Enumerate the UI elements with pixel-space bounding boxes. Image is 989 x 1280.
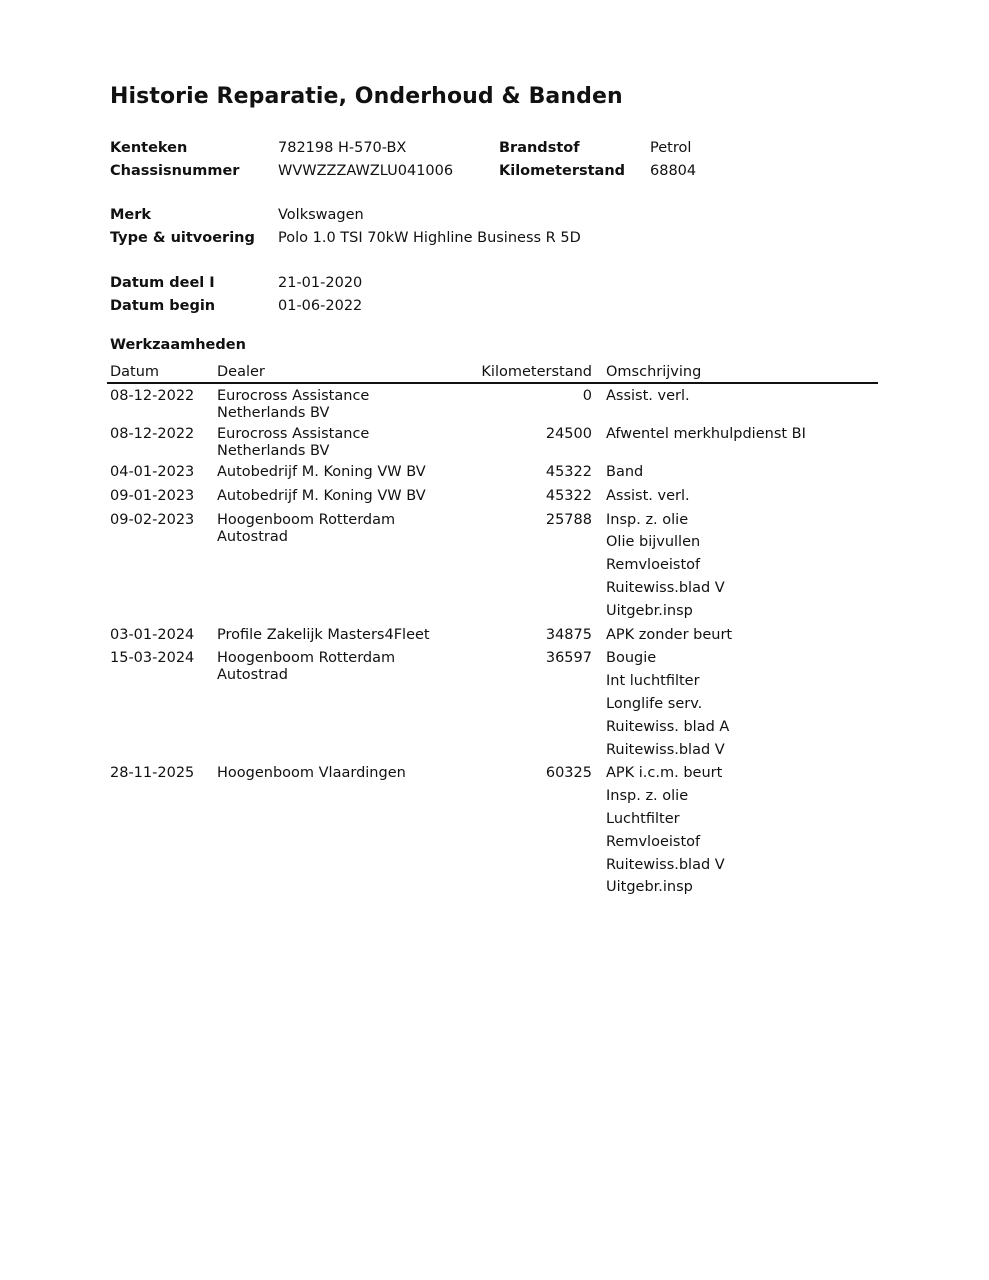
row-date [107,460,214,484]
kilometerstand-label: Kilometerstand [499,163,626,179]
table-row [107,460,878,484]
row-date-text: 08-12-2022 [110,388,195,404]
brandstof-value: Petrol [650,140,692,156]
row-dealer [214,460,462,484]
omschrijving-item: Insp. z. olie [606,788,689,805]
row-date [107,484,214,508]
row-dealer-text: Hoogenboom Rotterdam Autostrad [217,511,396,545]
datum-deel-1-label: Datum deel I [110,275,215,291]
row-dealer [214,646,462,761]
row-kilometerstand [462,508,603,623]
column-header-kilometerstand: Kilometerstand [462,361,603,383]
row-dealer-text: Hoogenboom Vlaardingen [217,765,406,782]
omschrijving-item: Remvloeistof [606,833,701,850]
row-kilometerstand-text: 60325 [545,765,592,782]
row-omschrijving [603,422,878,460]
row-dealer-text: Eurocross Assistance Netherlands BV [217,426,370,459]
page-title: Historie Reparatie, Onderhoud & Banden [110,84,623,109]
omschrijving-item: Remvloeistof [606,557,701,574]
row-kilometerstand [462,460,603,484]
row-dealer [214,623,462,647]
row-kilometerstand-text: 25788 [545,511,592,528]
omschrijving-item: Int luchtfilter [606,673,700,690]
row-dealer [214,508,462,623]
row-kilometerstand [462,422,603,460]
row-omschrijving [603,646,878,761]
omschrijving-item: APK i.c.m. beurt [606,765,723,782]
row-omschrijving [603,484,878,508]
omschrijving-item: Ruitewiss.blad V [606,579,725,596]
brandstof-label: Brandstof [499,140,580,156]
row-kilometerstand-text: 45322 [545,464,592,480]
omschrijving-item: Assist. verl. [606,487,690,504]
row-dealer-text: Eurocross Assistance Netherlands BV [217,388,370,421]
row-date [107,623,214,647]
omschrijving-item: Ruitewiss.blad V [606,741,725,758]
row-date-text: 03-01-2024 [110,626,195,643]
omschrijving-item: Luchtfilter [606,810,680,827]
omschrijving-item: Uitgebr.insp [606,879,693,896]
table-row [107,623,878,647]
datum-begin-label: Datum begin [110,298,216,314]
column-header-dealer: Dealer [214,361,462,383]
row-date-text: 09-02-2023 [110,511,195,528]
row-kilometerstand-text: 45322 [545,487,592,504]
kenteken-label: Kenteken [110,140,188,156]
omschrijving-item: Afwentel merkhulpdienst BI [606,426,806,442]
row-dealer-text: Autobedrijf M. Koning VW BV [217,487,426,504]
chassisnummer-label: Chassisnummer [110,163,240,179]
row-kilometerstand [462,383,603,422]
omschrijving-item: Insp. z. olie [606,511,689,528]
omschrijving-item: Band [606,464,644,480]
row-kilometerstand-text: 36597 [545,650,592,667]
row-dealer [214,383,462,422]
type-value: Polo 1.0 TSI 70kW Highline Business R 5D [278,230,581,246]
table-row [107,484,878,508]
omschrijving-item: Ruitewiss. blad A [606,718,730,735]
row-date [107,508,214,623]
row-dealer-text: Autobedrijf M. Koning VW BV [217,464,426,480]
row-dealer [214,484,462,508]
row-omschrijving [603,460,878,484]
row-kilometerstand-text: 24500 [545,426,592,442]
datum-begin-value: 01-06-2022 [278,298,363,314]
omschrijving-item: APK zonder beurt [606,626,733,643]
row-kilometerstand [462,484,603,508]
row-omschrijving [603,623,878,647]
werkzaamheden-rows [107,383,878,899]
omschrijving-item: Longlife serv. [606,695,703,712]
chassisnummer-value: WVWZZZAWZLU041006 [278,163,454,179]
omschrijving-item: Uitgebr.insp [606,602,693,619]
table-header-row [107,361,878,383]
row-kilometerstand-text: 0 [582,388,592,404]
row-date-text: 28-11-2025 [110,765,195,782]
datum-deel-1-value: 21-01-2020 [278,275,363,291]
kilometerstand-value: 68804 [650,163,697,179]
row-omschrijving [603,761,878,899]
werkzaamheden-table [107,361,878,899]
table-row [107,646,878,761]
omschrijving-item: Ruitewiss.blad V [606,856,725,873]
row-dealer [214,422,462,460]
table-row [107,383,878,422]
omschrijving-item: Olie bijvullen [606,534,701,551]
row-kilometerstand [462,761,603,899]
kenteken-value: 782198 H-570-BX [278,140,407,156]
row-date [107,422,214,460]
row-kilometerstand [462,623,603,647]
row-dealer-text: Hoogenboom Rotterdam Autostrad [217,650,396,684]
row-dealer-text: Profile Zakelijk Masters4Fleet [217,626,430,643]
row-omschrijving [603,383,878,422]
row-date [107,383,214,422]
row-date [107,646,214,761]
omschrijving-item: Assist. verl. [606,388,690,404]
column-header-omschrijving: Omschrijving [603,361,878,383]
werkzaamheden-title: Werkzaamheden [110,337,246,353]
row-date-text: 08-12-2022 [110,426,195,442]
omschrijving-item: Bougie [606,650,657,667]
column-header-datum: Datum [107,361,214,383]
row-date-text: 09-01-2023 [110,487,195,504]
table-row [107,508,878,623]
type-label: Type & uitvoering [110,230,255,246]
table-row [107,761,878,899]
row-dealer [214,761,462,899]
merk-value: Volkswagen [278,207,364,223]
table-row [107,422,878,460]
row-kilometerstand-text: 34875 [545,626,592,643]
row-date-text: 15-03-2024 [110,650,195,667]
row-kilometerstand [462,646,603,761]
row-date-text: 04-01-2023 [110,464,195,480]
row-omschrijving [603,508,878,623]
row-date [107,761,214,899]
merk-label: Merk [110,207,152,223]
